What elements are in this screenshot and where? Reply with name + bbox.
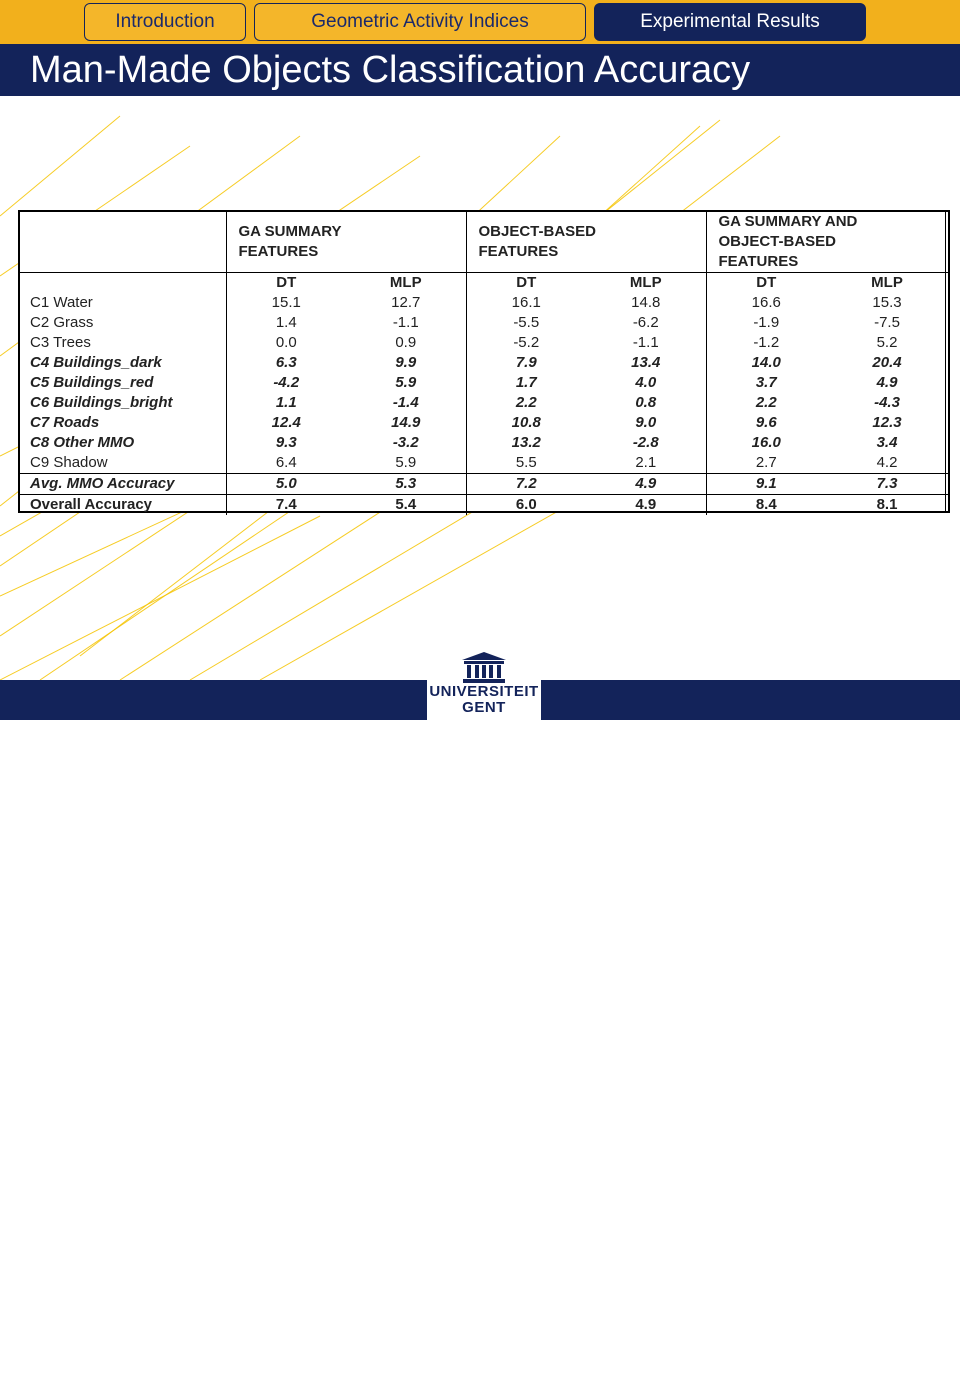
row-label: C2 Grass bbox=[30, 314, 94, 331]
group-ga-summary bbox=[226, 212, 466, 273]
top-nav-bar bbox=[0, 0, 960, 44]
table-row bbox=[20, 333, 948, 353]
value-cell: 1.7 bbox=[466, 373, 586, 393]
value-cell: -1.1 bbox=[632, 334, 659, 351]
value-cell: -5.5 bbox=[466, 313, 586, 333]
table-body bbox=[20, 293, 948, 515]
table-row bbox=[20, 413, 948, 433]
value-cell: 5.0 bbox=[226, 474, 346, 495]
value-cell: 9.0 bbox=[635, 414, 657, 431]
value-cell: 13.4 bbox=[631, 354, 661, 371]
row-label: C7 Roads bbox=[30, 414, 100, 431]
row-label: C8 Other MMO bbox=[30, 434, 135, 451]
university-logo bbox=[427, 648, 541, 720]
table-row bbox=[20, 495, 948, 516]
group-line: OBJECT-BASED bbox=[478, 223, 597, 240]
value-cell: 9.6 bbox=[706, 413, 826, 433]
value-cell: 5.9 bbox=[395, 374, 417, 391]
tab-introduction[interactable]: Introduction bbox=[84, 3, 246, 41]
value-cell: -1.9 bbox=[706, 313, 826, 333]
logo-line: GENT bbox=[462, 699, 506, 716]
value-cell: 3.4 bbox=[876, 434, 898, 451]
value-cell: 15.3 bbox=[872, 294, 902, 311]
row-label: C6 Buildings_bright bbox=[30, 394, 173, 411]
value-cell: 10.8 bbox=[466, 413, 586, 433]
decorative-line bbox=[600, 126, 700, 216]
table-row bbox=[20, 453, 948, 474]
empty-corner bbox=[20, 212, 226, 273]
group-line: GA SUMMARY bbox=[238, 223, 342, 240]
table-row bbox=[20, 313, 948, 333]
row-label: C1 Water bbox=[30, 294, 93, 311]
value-cell: 3.7 bbox=[706, 373, 826, 393]
page-number: 23/23 bbox=[889, 1369, 942, 1392]
group-line: OBJECT-BASED bbox=[718, 233, 837, 250]
row-label: Overall Accuracy bbox=[20, 495, 226, 516]
value-cell: 4.9 bbox=[586, 495, 706, 516]
table-row bbox=[20, 393, 948, 413]
value-cell: 16.0 bbox=[706, 433, 826, 453]
value-cell: 7.4 bbox=[226, 495, 346, 516]
value-cell: 20.4 bbox=[872, 354, 902, 371]
value-cell: 5.9 bbox=[395, 454, 417, 471]
value-cell: -5.2 bbox=[466, 333, 586, 353]
group-object-based bbox=[466, 212, 706, 273]
row-label: Avg. MMO Accuracy bbox=[20, 474, 226, 495]
sub-header: DT bbox=[706, 273, 826, 294]
group-line: FEATURES bbox=[718, 253, 799, 270]
row-label: C3 Trees bbox=[30, 334, 91, 351]
row-label: C9 Shadow bbox=[30, 454, 108, 471]
value-cell: 5.2 bbox=[876, 334, 898, 351]
value-cell: -1.1 bbox=[392, 314, 419, 331]
value-cell: 8.1 bbox=[826, 495, 948, 516]
value-cell: 8.4 bbox=[706, 495, 826, 516]
table-row bbox=[20, 293, 948, 313]
group-line: FEATURES bbox=[478, 243, 559, 260]
value-cell: 0.8 bbox=[635, 394, 657, 411]
value-cell: 13.2 bbox=[466, 433, 586, 453]
sub-header: MLP bbox=[586, 273, 706, 294]
group-ga-summary-and-object-based bbox=[706, 212, 948, 273]
value-cell: 4.9 bbox=[876, 374, 898, 391]
sub-header: MLP bbox=[826, 273, 948, 294]
university-building-icon bbox=[460, 650, 508, 684]
value-cell: 6.3 bbox=[226, 353, 346, 373]
value-cell: -7.5 bbox=[874, 314, 900, 331]
value-cell: 4.9 bbox=[586, 474, 706, 495]
value-cell: 9.1 bbox=[706, 474, 826, 495]
value-cell: 12.4 bbox=[226, 413, 346, 433]
table-row bbox=[20, 474, 948, 495]
value-cell: -4.2 bbox=[226, 373, 346, 393]
value-cell: 12.3 bbox=[872, 414, 902, 431]
value-cell: 14.0 bbox=[706, 353, 826, 373]
empty-cell bbox=[20, 273, 226, 294]
slide-title: Man-Made Objects Classification Accuracy bbox=[30, 49, 751, 91]
accuracy-table bbox=[20, 212, 948, 515]
decorative-line bbox=[0, 116, 120, 216]
value-cell: 2.7 bbox=[706, 453, 826, 474]
value-cell: 5.3 bbox=[346, 474, 466, 495]
sub-header-row bbox=[20, 273, 948, 294]
group-header-row bbox=[20, 212, 948, 273]
logo-text bbox=[427, 684, 541, 716]
value-cell: 5.5 bbox=[466, 453, 586, 474]
value-cell: 4.2 bbox=[876, 454, 898, 471]
value-cell: -2.8 bbox=[632, 434, 659, 451]
value-cell: 6.4 bbox=[226, 453, 346, 474]
value-cell: 6.0 bbox=[466, 495, 586, 516]
table-row bbox=[20, 353, 948, 373]
value-cell: 2.1 bbox=[635, 454, 657, 471]
value-cell: 7.2 bbox=[466, 474, 586, 495]
value-cell: 9.9 bbox=[395, 354, 417, 371]
value-cell: 7.3 bbox=[826, 474, 948, 495]
logo-line: UNIVERSITEIT bbox=[429, 683, 539, 700]
value-cell: -3.2 bbox=[392, 434, 419, 451]
value-cell: 7.9 bbox=[466, 353, 586, 373]
results-table bbox=[18, 210, 950, 513]
sub-header: DT bbox=[466, 273, 586, 294]
value-cell: 14.8 bbox=[631, 294, 661, 311]
value-cell: 14.9 bbox=[391, 414, 421, 431]
decorative-line bbox=[0, 516, 320, 680]
value-cell: 16.1 bbox=[466, 293, 586, 313]
value-cell: 0.9 bbox=[395, 334, 417, 351]
value-cell: 2.2 bbox=[466, 393, 586, 413]
value-cell: 9.3 bbox=[226, 433, 346, 453]
value-cell: 16.6 bbox=[706, 293, 826, 313]
table-row bbox=[20, 373, 948, 393]
sub-header: MLP bbox=[346, 273, 466, 294]
value-cell: 4.0 bbox=[635, 374, 657, 391]
row-label: C5 Buildings_red bbox=[30, 374, 154, 391]
value-cell: 15.1 bbox=[226, 293, 346, 313]
value-cell: 5.4 bbox=[346, 495, 466, 516]
value-cell: 1.1 bbox=[226, 393, 346, 413]
tab-geometric-activity-indices[interactable]: Geometric Activity Indices bbox=[254, 3, 586, 41]
value-cell: 2.2 bbox=[706, 393, 826, 413]
group-line: GA SUMMARY AND bbox=[718, 213, 858, 230]
table-row bbox=[20, 433, 948, 453]
value-cell: -1.2 bbox=[706, 333, 826, 353]
value-cell: 1.4 bbox=[226, 313, 346, 333]
group-line: FEATURES bbox=[238, 243, 319, 260]
sub-header: DT bbox=[226, 273, 346, 294]
value-cell: -6.2 bbox=[632, 314, 659, 331]
value-cell: -1.4 bbox=[392, 394, 419, 411]
tab-experimental-results[interactable]: Experimental Results bbox=[594, 3, 866, 41]
title-bar bbox=[0, 44, 960, 96]
value-cell: 12.7 bbox=[391, 294, 421, 311]
row-label: C4 Buildings_dark bbox=[30, 354, 162, 371]
value-cell: -4.3 bbox=[874, 394, 900, 411]
value-cell: 0.0 bbox=[226, 333, 346, 353]
